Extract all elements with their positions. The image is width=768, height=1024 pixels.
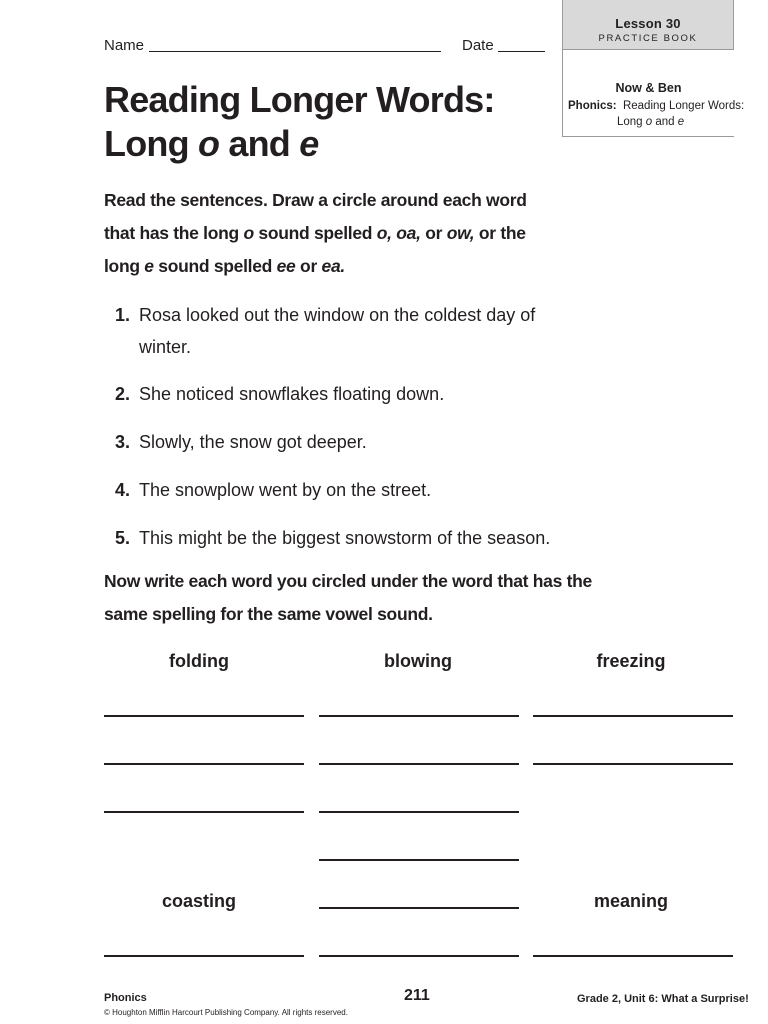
title-line2 — [104, 122, 495, 166]
phonics-skill-cont — [617, 116, 684, 128]
sentence-text: Slowly, the snow got deeper. — [139, 432, 367, 452]
instructions-line3 — [104, 250, 527, 283]
answer-line[interactable] — [319, 859, 519, 861]
instructions-line1: Read the sentences. Draw a circle around each word — [104, 190, 527, 210]
answer-line[interactable] — [533, 955, 733, 957]
column-head-folding: folding — [169, 651, 229, 671]
footer-subject: Phonics — [104, 992, 147, 1004]
name-label: Name — [104, 37, 145, 54]
page-title — [104, 78, 495, 166]
instructions2-line2: same spelling for the same vowel sound. — [104, 604, 433, 624]
i2e: or — [420, 223, 447, 243]
column-head-coasting: coasting — [161, 891, 236, 911]
i2f: ow, — [446, 223, 475, 243]
date-label: Date — [462, 37, 494, 54]
answer-line[interactable] — [319, 907, 519, 909]
practice-book-label: PRACTICE BOOK — [598, 33, 698, 44]
skill-b-o: o — [645, 116, 653, 128]
instructions — [104, 184, 527, 283]
skill-b-pre: Long — [617, 116, 646, 128]
title-and: and — [219, 123, 300, 164]
i3b: e — [144, 256, 154, 276]
i2b: o — [243, 223, 254, 243]
sentence-text-cont: winter. — [139, 337, 192, 357]
lesson-box — [562, 0, 734, 50]
sentence-text: She noticed snowflakes floating down. — [139, 384, 445, 404]
sentence-item — [115, 299, 535, 363]
i2d: o, oa, — [376, 223, 421, 243]
i3a: long — [104, 256, 145, 276]
answer-line[interactable] — [533, 763, 733, 765]
answer-line[interactable] — [104, 811, 304, 813]
skill-a: Reading Longer Words: — [622, 100, 745, 112]
i2a: that has the long — [104, 223, 244, 243]
sentence-text: This might be the biggest snowstorm of the season. — [139, 528, 551, 548]
instructions-line2 — [104, 217, 527, 250]
sentence-text: The snowplow went by on the street. — [139, 480, 432, 500]
name-field[interactable] — [149, 51, 441, 52]
answer-line[interactable] — [104, 763, 304, 765]
instructions-2 — [104, 565, 592, 631]
title-long: Long — [104, 123, 198, 164]
answer-line[interactable] — [319, 955, 519, 957]
answer-line[interactable] — [319, 763, 519, 765]
story-info-box — [562, 50, 745, 137]
instructions2-line1: Now write each word you circled under the word that has the — [104, 571, 592, 591]
title-o: o — [197, 123, 220, 164]
page-number: 211 — [404, 987, 430, 1004]
answer-line[interactable] — [319, 715, 519, 717]
lesson-number: Lesson 30 — [615, 16, 681, 31]
sentence-text: Rosa looked out the window on the coldest day of — [139, 305, 536, 325]
skill-b-e: e — [677, 116, 685, 128]
answer-line[interactable] — [319, 811, 519, 813]
title-line1: Reading Longer Words: — [104, 79, 495, 120]
sentence-item — [115, 474, 431, 506]
i3c: sound spelled — [153, 256, 277, 276]
date-field[interactable] — [498, 51, 545, 52]
sentence-item — [115, 378, 444, 410]
footer-copyright: © Houghton Mifflin Harcourt Publishing Company. All rights reserved. — [104, 1008, 348, 1017]
skill-b-mid: and — [652, 116, 678, 128]
sentence-number: 4. — [115, 480, 131, 500]
column-head-meaning: meaning — [593, 891, 668, 911]
i2c: sound spelled — [253, 223, 377, 243]
footer-unit: Grade 2, Unit 6: What a Surprise! — [577, 993, 749, 1005]
story-title: Now & Ben — [615, 81, 682, 95]
i3e: or — [295, 256, 322, 276]
title-e: e — [299, 123, 319, 164]
answer-line[interactable] — [533, 715, 733, 717]
sentence-number: 5. — [115, 528, 131, 548]
i3d: ee — [276, 256, 296, 276]
answer-line[interactable] — [104, 715, 304, 717]
sentence-number: 3. — [115, 432, 131, 452]
sentence-number: 2. — [115, 384, 131, 404]
phonics-label: Phonics: — [568, 100, 617, 112]
column-head-freezing: freezing — [596, 651, 666, 671]
answer-line[interactable] — [104, 955, 304, 957]
sentence-item — [115, 522, 550, 554]
column-head-blowing: blowing — [384, 651, 452, 671]
i2g: or the — [474, 223, 526, 243]
i3f: ea. — [321, 256, 345, 276]
sentence-number: 1. — [115, 305, 131, 325]
sentence-item — [115, 426, 367, 458]
phonics-skill — [568, 100, 744, 112]
